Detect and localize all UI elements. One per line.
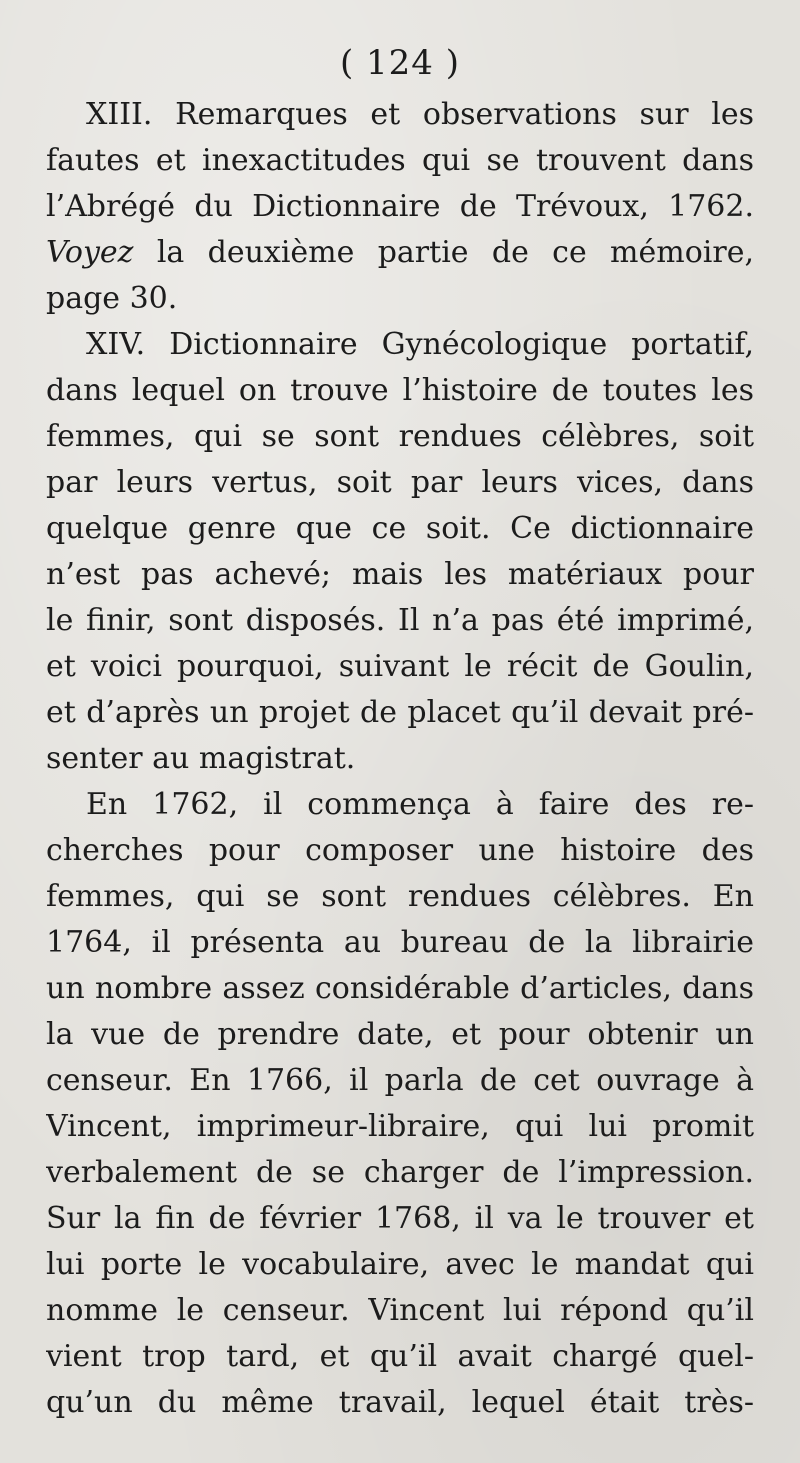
text-line: et d’après un projet de placet qu’il devait pré-: [46, 695, 754, 730]
text-line: page 30.: [46, 281, 178, 316]
text-line: femmes, qui se sont rendues célèbres, soit: [46, 419, 754, 454]
text-line: dans lequel on trouve l’histoire de toutes les: [46, 373, 754, 408]
text-line: femmes, qui se sont rendues célèbres. En: [46, 879, 754, 914]
page-number: ( 124 ): [339, 43, 461, 83]
text-line: qu’un du même travail, lequel était très-: [46, 1385, 754, 1420]
text-line: 1764, il présenta au bureau de la librairie: [46, 925, 754, 960]
text-line-rest: la deuxième partie de ce mémoire,: [156, 235, 754, 270]
text-line: et voici pourquoi, suivant le récit de Goulin,: [46, 649, 754, 684]
text-line: Vincent, imprimeur-libraire, qui lui promit: [46, 1109, 754, 1144]
text-line: censeur. En 1766, il parla de cet ouvrage à: [46, 1063, 754, 1098]
text-line: verbalement de se charger de l’impression.: [46, 1155, 754, 1190]
text-line: XIV. Dictionnaire Gynécologique portatif,: [86, 327, 754, 362]
text-line: XIII. Remarques et observations sur les: [86, 97, 754, 132]
text-line: un nombre assez considérable d’articles, dans: [46, 971, 754, 1006]
body-text: [46, 92, 754, 1426]
text-line: senter au magistrat.: [46, 741, 356, 776]
text-line: quelque genre que ce soit. Ce dictionnaire: [46, 511, 754, 546]
text-line: Sur la fin de février 1768, il va le trouver et: [46, 1201, 754, 1236]
text-line: fautes et inexactitudes qui se trouvent dans: [46, 143, 754, 178]
text-line: cherches pour composer une histoire des: [46, 833, 754, 868]
text-line: vient trop tard, et qu’il avait chargé quel-: [46, 1339, 754, 1374]
text-line: En 1762, il commença à faire des re-: [86, 787, 754, 822]
text-line: n’est pas achevé; mais les matériaux pour: [46, 557, 754, 592]
italic-word: Voyez: [46, 235, 134, 270]
text-line: le finir, sont disposés. Il n’a pas été imprimé,: [46, 603, 754, 638]
text-line: par leurs vertus, soit par leurs vices, dans: [46, 465, 754, 500]
text-line: l’Abrégé du Dictionnaire de Trévoux, 1762.: [46, 189, 754, 224]
text-line: la vue de prendre date, et pour obtenir un: [46, 1017, 754, 1052]
text-line: nomme le censeur. Vincent lui répond qu’il: [46, 1293, 754, 1328]
text-line: lui porte le vocabulaire, avec le mandat qui: [46, 1247, 754, 1282]
text-line-with-emphasis: [46, 230, 754, 276]
